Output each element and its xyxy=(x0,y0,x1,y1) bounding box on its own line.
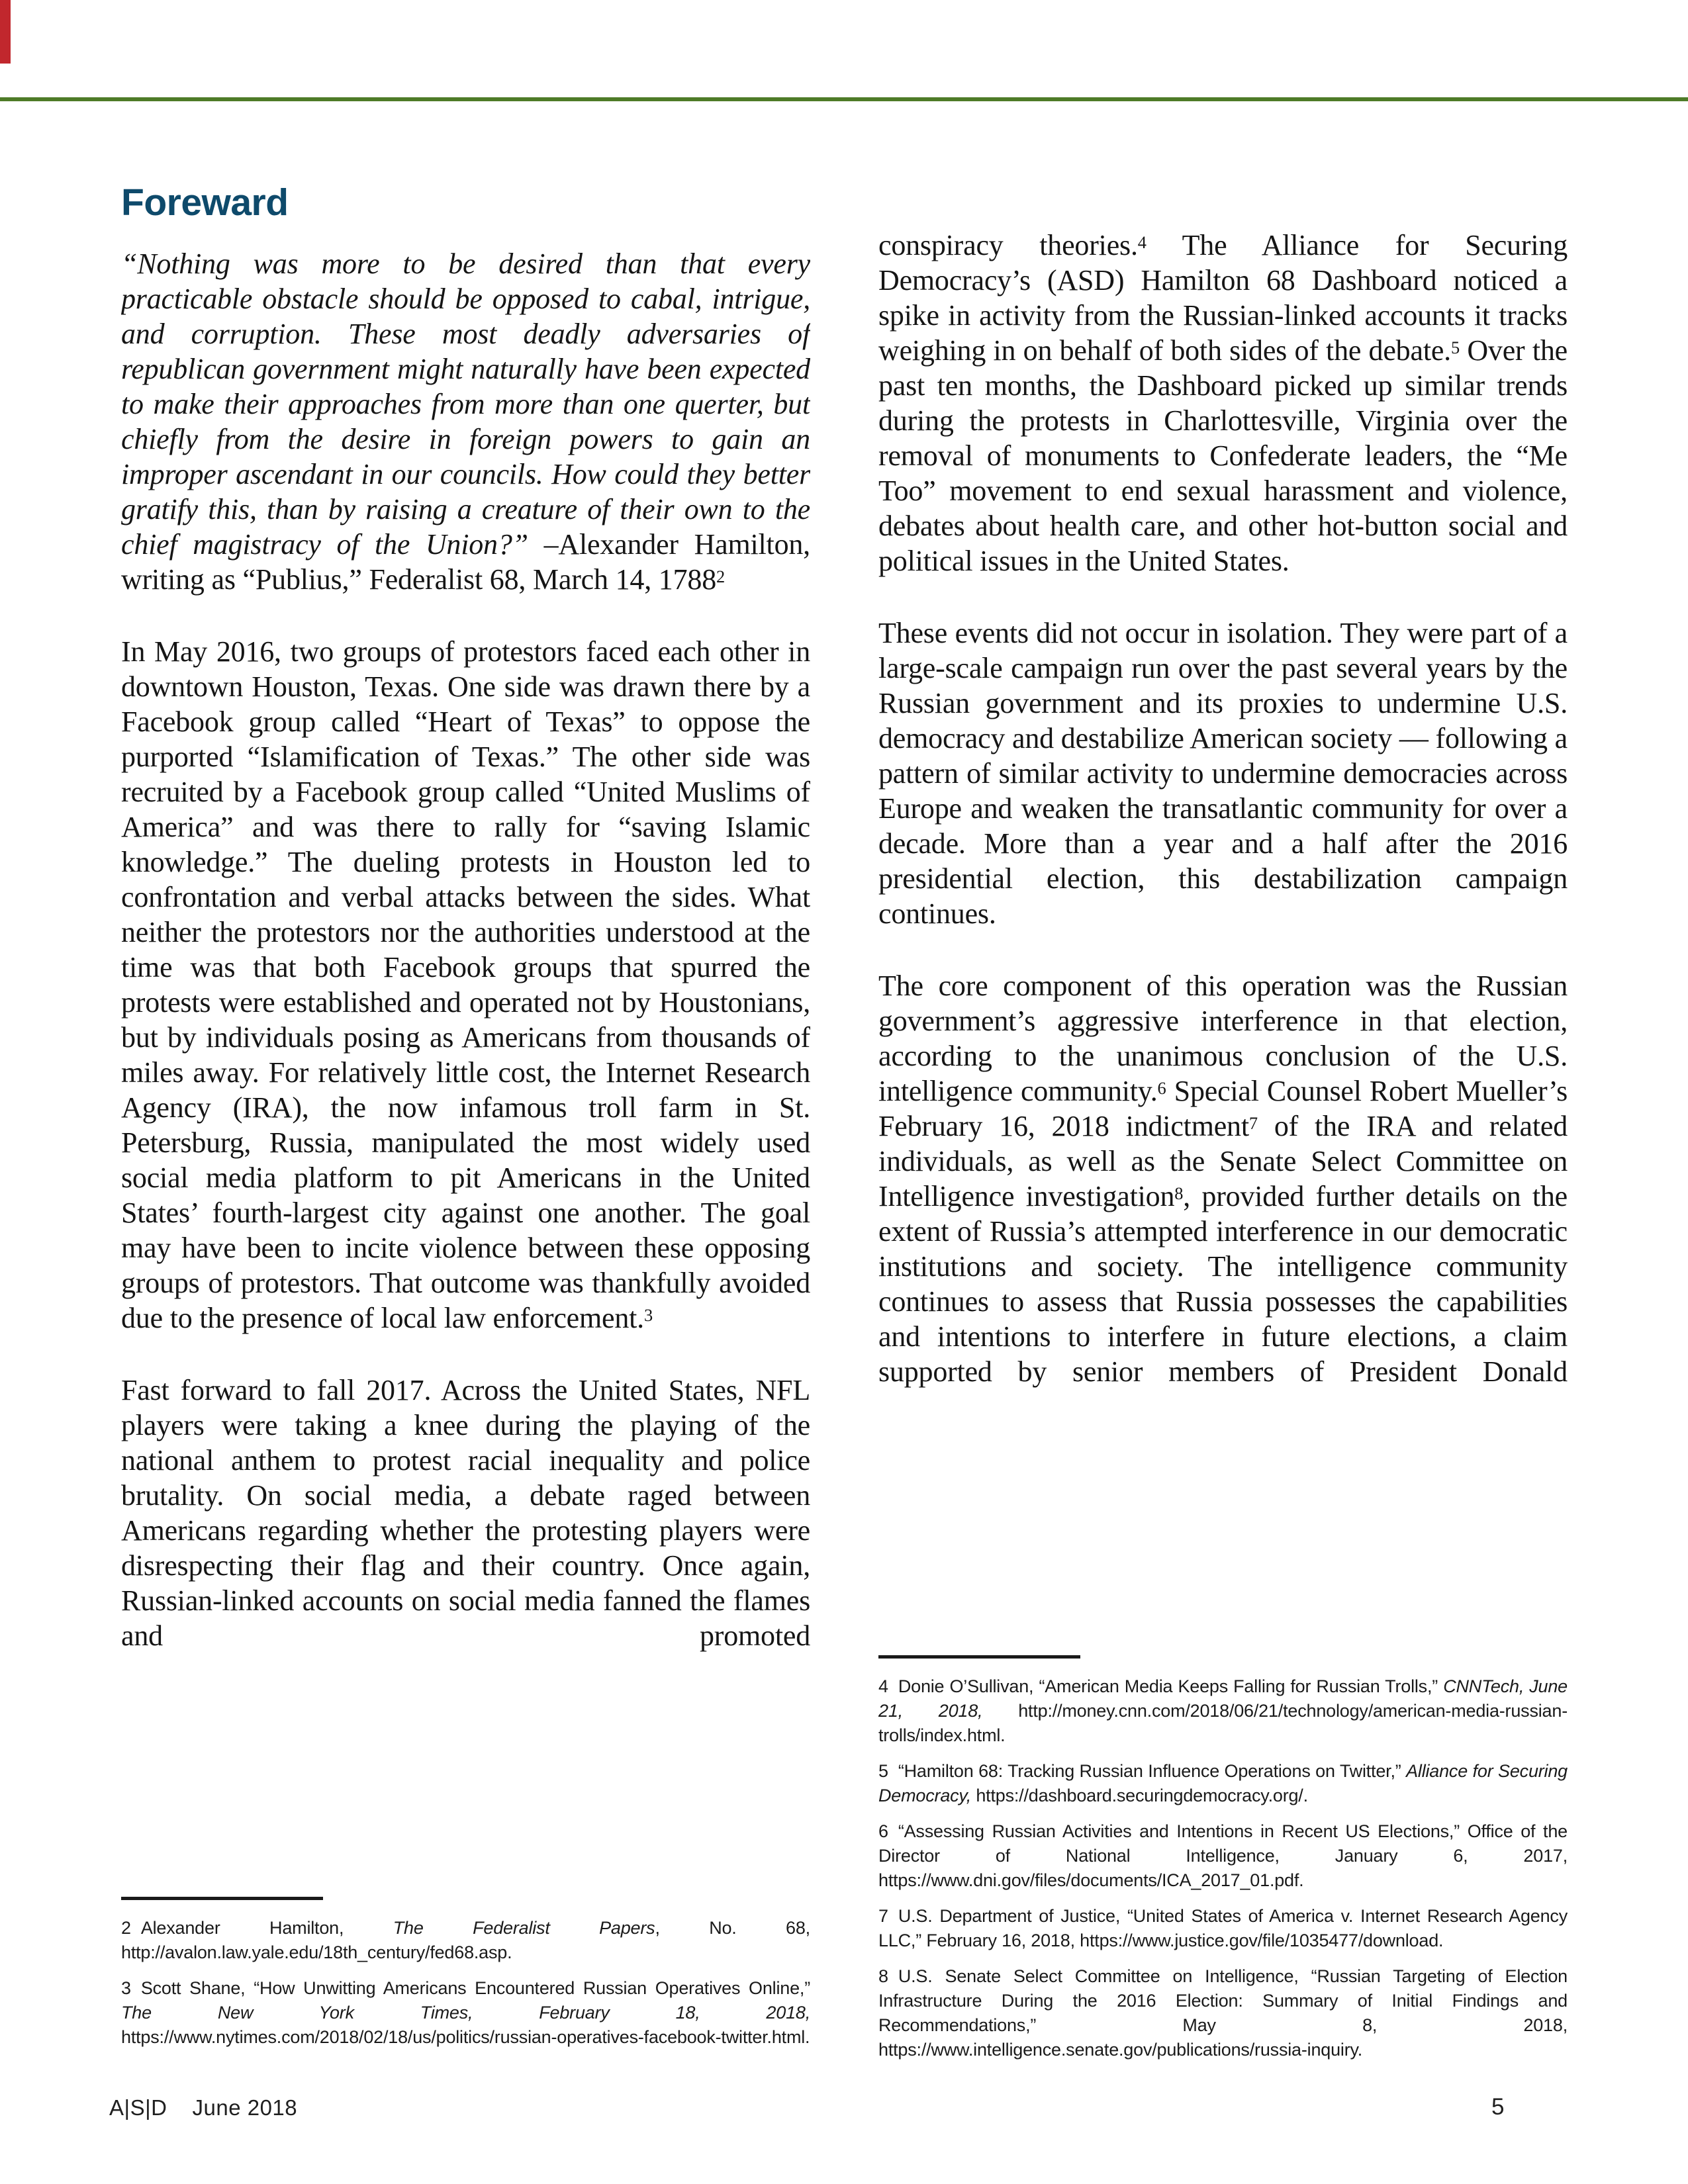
footnote-number: 4 xyxy=(878,1676,888,1696)
text-segment: conspiracy theories. xyxy=(878,229,1138,261)
footnote-item xyxy=(878,1904,1568,1953)
green-top-rule xyxy=(0,97,1688,101)
footnote-reference: 4 xyxy=(1137,232,1147,252)
page-title: Foreward xyxy=(121,181,289,224)
body-paragraph xyxy=(121,1373,810,1653)
body-paragraph xyxy=(878,228,1568,578)
text-segment: , No. 68, http://avalon.law.yale.edu/18th_century/fed68.asp. xyxy=(121,1918,810,1962)
right-footnotes xyxy=(878,1674,1568,2062)
footnote-reference: 7 xyxy=(1248,1113,1258,1133)
left-footnotes xyxy=(121,1916,810,2050)
footnote-reference: 2 xyxy=(716,566,725,586)
footnote-number: 8 xyxy=(878,1966,888,1986)
footnote-reference: 3 xyxy=(643,1304,653,1325)
footnote-reference: 8 xyxy=(1174,1183,1184,1203)
text-segment: “Assessing Russian Activities and Intentions in Recent US Elections,” Office of the Director of National Intelligence, January 6, 2017, https://www.dni.gov/files/documents/ICA_2017_01.pdf. xyxy=(878,1821,1568,1890)
footnote-item xyxy=(121,1976,810,2050)
text-segment: The New York Times, February 18, 2018, xyxy=(121,2003,810,2023)
text-segment: https://www.nytimes.com/2018/02/18/us/politics/russian-operatives-facebook-twitter.html. xyxy=(121,2027,810,2047)
text-segment: The Alliance for Securing Democracy’s (ASD) Hamilton 68 Dashboard noticed a spike in activity from the Russian-linked accounts it tracks weighing in on behalf of both sides of the debate. xyxy=(878,229,1568,367)
footnote-number: 7 xyxy=(878,1906,888,1926)
right-footnote-block xyxy=(878,1655,1568,2073)
text-segment: http://money.cnn.com/2018/06/21/technology/american-media-russian-trolls/index.html. xyxy=(878,1701,1568,1745)
text-segment: https://dashboard.securingdemocracy.org/. xyxy=(971,1786,1308,1805)
footer xyxy=(109,2095,297,2120)
footnote-rule xyxy=(121,1897,323,1900)
text-segment: U.S. Senate Select Committee on Intelligence, “Russian Targeting of Election Infrastructure During the 2016 Election: Summary of Initial Findings and Recommendations,” May 8, 2018, https://www.intelligence.senate.gov/publications/russia-inquiry. xyxy=(878,1966,1568,2060)
text-segment: of the IRA and related individuals, as well as the Senate Select Committee on Intelligence investigation xyxy=(878,1110,1568,1212)
text-segment: The Federalist Papers xyxy=(393,1918,655,1938)
footnote-item xyxy=(121,1916,810,1965)
text-segment: –Alexander Hamilton, writing as “Publius,” Federalist 68, March 14, 1788 xyxy=(121,528,810,596)
text-segment: In May 2016, two groups of protestors faced each other in downtown Houston, Texas. One side was drawn there by a Facebook group called “Heart of Texas” to oppose the purported “Islamification of Texas.” The other side was recruited by a Facebook group called “United Muslims of America” and was there to rally for “saving Islamic knowledge.” The dueling protests in Houston led to confrontation and verbal attacks between the sides. What neither the protestors nor the authorities understood at the time was that both Facebook groups that spurred the protests were established and operated not by Houstonians, but by individuals posing as Americans from thousands of miles away. For relatively little cost, the Internet Research Agency (IRA), the now infamous troll farm in St. Petersburg, Russia, manipulated the most widely used social media platform to pit Americans in the United States’ fourth-largest city against one another. The goal may have been to incite violence between these opposing groups of protestors. That outcome was thankfully avoided due to the presence of local law enforcement. xyxy=(121,635,810,1334)
body-paragraph xyxy=(878,968,1568,1389)
footnote-rule xyxy=(878,1655,1080,1659)
footnote-item xyxy=(878,1819,1568,1893)
text-segment: “Hamilton 68: Tracking Russian Influence Operations on Twitter,” xyxy=(898,1761,1407,1781)
text-segment: The core component of this operation was the Russian government’s aggressive interference in that election, according to the unanimous conclusion of the U.S. intelligence community. xyxy=(878,970,1568,1107)
text-segment: Donie O’Sullivan, “American Media Keeps Falling for Russian Trolls,” xyxy=(898,1676,1444,1696)
text-segment: Special Counsel Robert Mueller’s February 16, 2018 indictment xyxy=(878,1075,1568,1142)
footnote-number: 5 xyxy=(878,1761,888,1781)
text-segment: Fast forward to fall 2017. Across the United States, NFL players were taking a knee during the playing of the national anthem to protest racial inequality and police brutality. On social media, a debate raged between Americans regarding whether the protesting players were disrespecting their flag and their country. Once again, Russian-linked accounts on social media fanned the flames and promoted xyxy=(121,1374,810,1652)
text-segment: Over the past ten months, the Dashboard picked up similar trends during the protests in Charlottesville, Virginia over the removal of monuments to Confederate leaders, the “Me Too” movement to end sexual harassment and violence, debates about health care, and other hot-button social and political issues in the United States. xyxy=(878,334,1568,577)
text-segment: Alliance for Securing Democracy, xyxy=(878,1761,1568,1805)
footnote-item xyxy=(878,1674,1568,1748)
footer-issue: June 2018 xyxy=(192,2095,298,2120)
footnote-reference: 6 xyxy=(1157,1077,1166,1098)
text-segment: These events did not occur in isolation. They were part of a large-scale campaign run over the past several years by the Russian government and its proxies to undermine U.S. democracy and destabilize American society — following a pattern of similar activity to undermine democracies across Europe and weaken the transatlantic community for over a decade. More than a year and a half after the 2016 presidential election, this destabilization campaign continues. xyxy=(878,617,1568,930)
footnote-reference: 5 xyxy=(1450,337,1460,357)
body-paragraph xyxy=(121,634,810,1336)
footnote-item xyxy=(878,1964,1568,2062)
text-segment: , provided further details on the extent of Russia’s attempted interference in our democratic institutions and society. The intelligence community continues to assess that Russia possesses the capabilities and intentions to interfere in future elections, a claim supported by senior members of President Donald xyxy=(878,1180,1568,1388)
footnote-number: 2 xyxy=(121,1918,131,1938)
body-paragraph xyxy=(878,615,1568,931)
left-footnote-block xyxy=(121,1897,810,2061)
footer-brand: A|S|D xyxy=(109,2095,167,2120)
footnote-number: 6 xyxy=(878,1821,888,1841)
left-column xyxy=(121,246,810,1854)
quote-paragraph xyxy=(121,246,810,597)
right-column xyxy=(878,228,1568,1634)
text-segment: Scott Shane, “How Unwitting Americans Encountered Russian Operatives Online,” xyxy=(140,1978,810,1998)
footnote-item xyxy=(878,1759,1568,1808)
text-segment: “Nothing was more to be desired than that every practicable obstacle should be opposed to cabal, intrigue, and corruption. These most deadly adversaries of republican government might naturally have been expected to make their approaches from more than one querter, but chiefly from the desire in foreign powers to gain an improper ascendant in our councils. How could they better gratify this, than by raising a creature of their own to the chief magistracy of the Union?” xyxy=(121,248,810,561)
footnote-number: 3 xyxy=(121,1978,131,1998)
page-number: 5 xyxy=(1491,2094,1505,2120)
text-segment: U.S. Department of Justice, “United States of America v. Internet Research Agency LLC,” February 16, 2018, https://www.justice.gov/file/1035477/download. xyxy=(878,1906,1568,1950)
text-segment: Alexander Hamilton, xyxy=(140,1918,393,1938)
red-accent-bar xyxy=(0,0,11,64)
text-segment: CNNTech, June 21, 2018, xyxy=(878,1676,1568,1721)
